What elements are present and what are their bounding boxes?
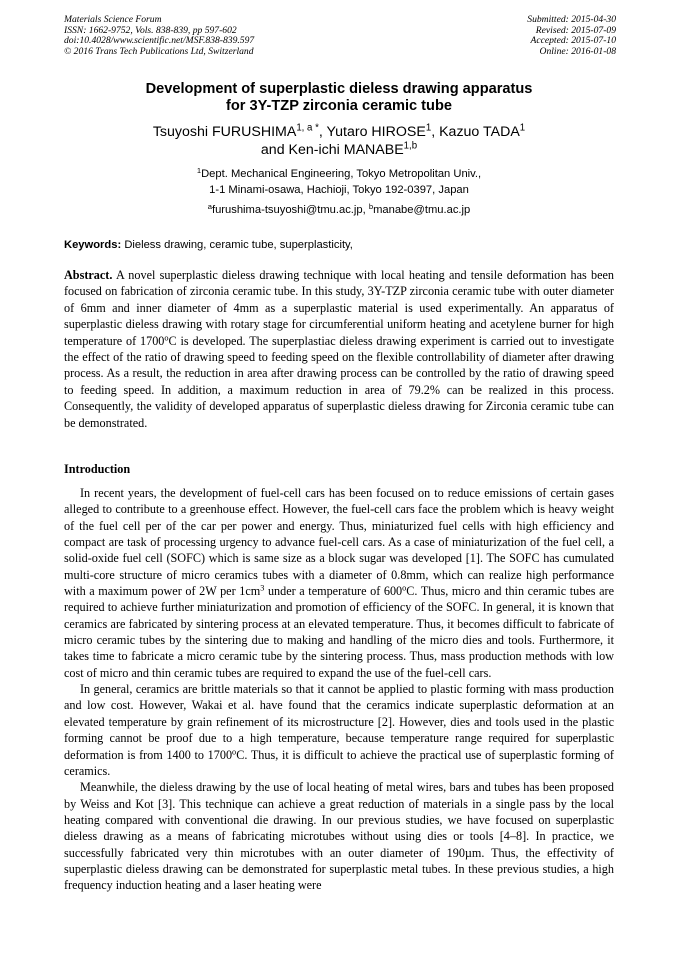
abstract bbox=[64, 267, 614, 431]
paragraph-text: C. Thus, it is difficult to achieve the practical use of superplastic forming of ceramics. bbox=[64, 747, 614, 778]
authors-line-2 bbox=[0, 141, 678, 159]
paragraph-text: under a temperature of 600 bbox=[264, 584, 403, 599]
author-name: Yutaro HIROSE bbox=[326, 124, 426, 140]
author-name: Kazuo TADA bbox=[439, 124, 520, 140]
paragraph: Meanwhile, the dieless drawing by the use of local heating of metal wires, bars and tubes has been proposed by Weiss and Kot [3]. This technique can achieve a great reduction of materials in a single pass by the local heating compared with conventional die drawing. In our previous studies, we have focused on superplastic dieless drawing as a means of fabricating microtubes without using dies or tools [4–8]. In practice, we successfully fabricated very thin microtubes with an outer diameter of 190µm. Thus, the effectivity of superplastic dieless drawing can be demonstrated for superplastic metal tubes. In these previous studies, a high frequency induction heating and a laser heating were bbox=[64, 780, 614, 893]
email-addresses bbox=[0, 203, 678, 217]
author-list bbox=[0, 123, 678, 159]
author-affiliation-mark: 1,b bbox=[403, 140, 418, 152]
keywords-text: Dieless drawing, ceramic tube, superplasticity, bbox=[124, 239, 353, 251]
degree-mark: o bbox=[164, 333, 169, 343]
author-affiliation-mark: 1 bbox=[519, 122, 526, 134]
author-affiliation-mark: 1 bbox=[425, 122, 432, 134]
authors-line-1: Tsuyoshi $FURUSHIMA^{1, a *}$, Yutaro HIROSE$^1$, Kazuo TADA$^1$ bbox=[152, 122, 526, 140]
paragraph-text: In recent years, the development of fuel-cell cars has been focused on to reduce emissions of certain gases alleged to contribute to a greenhouse effect. However, the fuel-cell cars face the problem which is heavy weight of the fuel cell per of the car per power and energy. Thus, miniaturized fuel cells with high efficiency and compact are task of processing urgency to advance fuel-cell cars. As a case of miniaturization of the fuel cell, a solid-oxide fuel cell (SOFC) which is same size as a block sugar was developed [1]. The SOFC has cumulated multi-core structure of micro ceramics tubes with a diameter of 0.8mm, which can realize high performance with a maximum power of 2W per 1cm bbox=[64, 486, 614, 599]
degree-mark: o bbox=[232, 746, 237, 756]
paper-title bbox=[0, 81, 678, 115]
affiliation-line-2: 1-1 Minami-osawa, Hachioji, Tokyo 192-0397, Japan bbox=[209, 184, 469, 196]
abstract-text: C is developed. The superplastiac dieless drawing experiment is carried out to investigate the effect of the ratio of drawing speed to feeding speed on the flexible controllability of diameter after drawing process. As a result, the reduction in area after drawing process can be controlled by the ratio of drawing speed to feeding speed. In addition, a maximum reduction in area of 79.2% can be realized in this process. Consequently, the validity of developed apparatus of superplastic dieless drawing for Zirconia ceramic tube can be demonstrated. bbox=[64, 333, 614, 430]
paragraph-text: In general, ceramics are brittle materials so that it cannot be applied to plastic forming with mass production and low cost. However, Wakai et al. have found that the ceramics indicate superplastic deformation at an elevated temperature by grain refinement of its microstructure [2]. However, dies and tools used in the plastic forming cannot be proof due to a high temperature, because temperature range required for superplastic deformation is from 1400 to 1700 bbox=[64, 682, 614, 762]
affiliation bbox=[0, 166, 678, 198]
email-mark: b bbox=[368, 201, 374, 211]
journal-info bbox=[64, 15, 254, 57]
abstract-text: A novel superplastic dieless drawing technique with local heating and tensile deformation has been focused on fabrication of zirconia ceramic tube. In this study, 3Y-TZP zirconia ceramic tube with outer diameter of 6mm and inner diameter of 4mm as a superplastic material is used experimentally. An apparatus of superplastic dieless drawing with rotary stage for circumferential uniform heating and acetylene burner for high temperature of 1700 bbox=[64, 268, 615, 348]
abstract-label: Abstract. bbox=[64, 268, 113, 282]
doi-line: doi:10.4028/www.scientific.net/MSF.838-839.597 bbox=[64, 35, 255, 47]
title-line-1: Development of superplastic dieless drawing apparatus bbox=[145, 81, 533, 97]
accepted-date: Accepted: 2015-07-10 bbox=[530, 35, 616, 47]
email-mark: a bbox=[207, 201, 212, 211]
author-name: Ken-ichi MANABE bbox=[288, 142, 404, 158]
author-affiliation-mark: 1, a * bbox=[296, 122, 319, 134]
superscript: 3 bbox=[260, 583, 265, 593]
paragraph bbox=[64, 485, 614, 681]
affiliation-line-1 bbox=[0, 166, 678, 182]
affiliation-mark: 1 bbox=[196, 165, 202, 175]
journal-name: Materials Science Forum bbox=[64, 14, 162, 25]
email-link[interactable]: manabe@tmu.ac.jp bbox=[373, 204, 471, 216]
keywords bbox=[64, 238, 616, 252]
section-heading-introduction: Introduction bbox=[64, 462, 131, 476]
online-date: Online: 2016-01-08 bbox=[539, 45, 616, 57]
author-name: Tsuyoshi FURUSHIMA bbox=[152, 124, 297, 140]
affiliation-text: Dept. Mechanical Engineering, Tokyo Metropolitan Univ., bbox=[201, 168, 482, 180]
submitted-date: Submitted: 2015-04-30 bbox=[527, 14, 616, 25]
degree-mark: o bbox=[402, 583, 407, 593]
title-line-2: for 3Y-TZP zirconia ceramic tube bbox=[225, 98, 452, 114]
issn-line: ISSN: 1662-9752, Vols. 838-839, pp 597-602 bbox=[64, 24, 237, 36]
keywords-label: Keywords: bbox=[64, 239, 122, 251]
paragraph bbox=[64, 681, 614, 779]
paragraph-text: C. Thus, micro and thin ceramic tubes are required to achieve further miniaturization and promotion of efficiency of the SOFC. In general, it is known that ceramics are fabricated by sintering process at an elevated temperature. Thus, it becomes difficult to fabricate of micro ceramic tubes by the sintering due to making and handling of the micro dies and tools. Furthermore, it takes time to fabricate a micro ceramic tube by the sintering process. Thus, mass production methods with low cost of micro and thin ceramic tubes are required to expand the use of the fuel-cell cars. bbox=[64, 584, 614, 680]
introduction-body bbox=[64, 485, 614, 894]
revised-date: Revised: 2015-07-09 bbox=[535, 24, 616, 36]
copyright-line: © 2016 Trans Tech Publications Ltd, Switzerland bbox=[64, 45, 254, 57]
email-link[interactable]: furushima-tsuyoshi@tmu.ac.jp, bbox=[211, 204, 366, 216]
author-conjunction: and bbox=[260, 142, 285, 158]
submission-dates bbox=[527, 15, 616, 57]
